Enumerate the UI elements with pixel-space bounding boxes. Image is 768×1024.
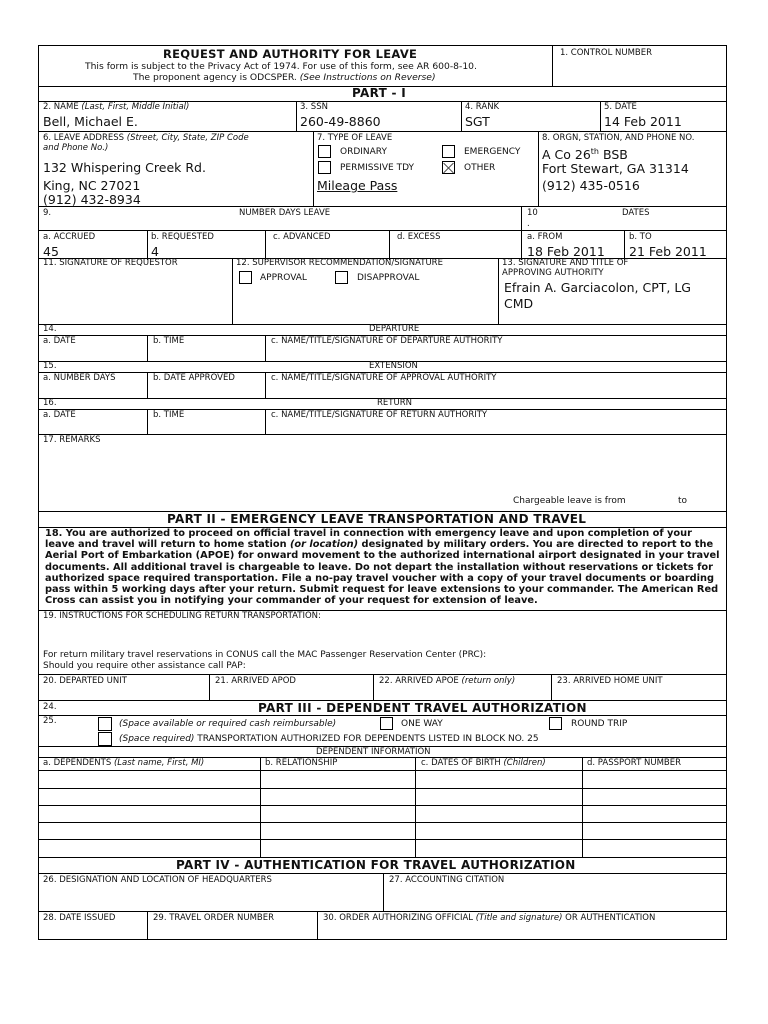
orgn-line-3[interactable]: (912) 435-0516 xyxy=(542,178,640,193)
permissive-tdy-label: PERMISSIVE TDY xyxy=(340,163,415,173)
dependent-info-title: DEPENDENT INFORMATION xyxy=(316,747,431,757)
emergency-travel-paragraph: 18. You are authorized to proceed on official travel in connection with emergency leave and upon completion of your leave and travel will return to home station (or location) designated by military orders. You are directed to report to the Aerial Port of Embarkation (APOE) for onward movement to the authorized international airport designated in your travel documents. All additional travel is chargeable to leave. Do not depart the installation without reservations or tickets for authorized space required transportation. File a no-pay travel voucher with a copy of your travel documents or boarding pass within 5 working days after your return. Submit request for leave extensions to your commander. The American Red Cross can assist you in notifying your commander of your request for extension of leave. xyxy=(45,528,720,607)
address-line-3[interactable]: (912) 432-8934 xyxy=(43,192,141,207)
departure-num: 14. xyxy=(43,324,57,334)
chargeable-leave-text: Chargeable leave is from xyxy=(513,496,626,506)
round-trip-checkbox[interactable] xyxy=(549,717,562,730)
rank-label: 4. RANK xyxy=(465,102,500,112)
days-leave-num: 9. xyxy=(43,208,52,218)
to-value[interactable]: 21 Feb 2011 xyxy=(629,244,707,259)
dates-title: DATES xyxy=(622,208,650,218)
approving-authority-label-2: APPROVING AUTHORITY xyxy=(502,268,604,278)
round-trip-label: ROUND TRIP xyxy=(571,719,628,729)
space-required-label: (Space required) TRANSPORTATION AUTHORIZED FOR DEPENDENTS LISTED IN BLOCK NO. 25 xyxy=(119,734,539,744)
from-value[interactable]: 18 Feb 2011 xyxy=(527,244,605,259)
orgn-label: 8. ORGN, STATION, AND PHONE NO. xyxy=(542,133,695,143)
space-available-label: (Space available or required cash reimbursable) xyxy=(119,719,337,729)
leave-address-label: 6. LEAVE ADDRESS (Street, City, State, ZIP Code xyxy=(43,133,249,143)
order-authorizing-official-label: 30. ORDER AUTHORIZING OFFICIAL (Title and signature) OR AUTHENTICATION xyxy=(323,913,656,923)
requested-value[interactable]: 4 xyxy=(151,244,159,259)
name-label: 2. NAME (Last, First, Middle Initial) xyxy=(43,102,190,112)
approval-checkbox[interactable] xyxy=(239,271,252,284)
pap-instruction: Should you require other assistance call PAP: xyxy=(43,661,246,671)
rank-value[interactable]: SGT xyxy=(465,114,490,129)
dates-dot: . xyxy=(527,219,530,229)
travel-order-number-label: 29. TRAVEL ORDER NUMBER xyxy=(153,913,275,923)
part3-heading: PART III - DEPENDENT TRAVEL AUTHORIZATION xyxy=(258,701,587,715)
supervisor-label: 12. SUPERVISOR RECOMMENDATION/SIGNATURE xyxy=(236,258,443,268)
dependent-row[interactable] xyxy=(39,823,726,839)
relationship-col-header: b. RELATIONSHIP xyxy=(265,758,338,768)
chargeable-to-text: to xyxy=(678,496,688,506)
headquarters-label: 26. DESIGNATION AND LOCATION OF HEADQUARTERS xyxy=(43,875,272,885)
extension-num: 15. xyxy=(43,361,57,371)
requested-label: b. REQUESTED xyxy=(151,232,214,242)
other-label: OTHER xyxy=(464,163,496,173)
accounting-citation-label: 27. ACCOUNTING CITATION xyxy=(389,875,505,885)
one-way-checkbox[interactable] xyxy=(380,717,393,730)
approving-authority-name[interactable]: Efrain A. Garciacolon, CPT, LG xyxy=(504,280,691,295)
block-25-label: 25. xyxy=(43,716,57,726)
orgn-line-2[interactable]: Fort Stewart, GA 31314 xyxy=(542,161,689,176)
date-label: 5. DATE xyxy=(604,102,637,112)
extension-title: EXTENSION xyxy=(369,361,418,371)
control-number-field[interactable] xyxy=(564,60,714,80)
accrued-value[interactable]: 45 xyxy=(43,244,59,259)
disapproval-checkbox[interactable] xyxy=(335,271,348,284)
dates-num: 10 xyxy=(527,208,538,218)
one-way-label: ONE WAY xyxy=(401,719,443,729)
from-label: a. FROM xyxy=(527,232,563,242)
dependent-row[interactable] xyxy=(39,806,726,822)
leave-form xyxy=(38,45,727,940)
approval-label: APPROVAL xyxy=(260,273,307,283)
control-number-label: 1. CONTROL NUMBER xyxy=(560,48,653,58)
requestor-signature-label: 11. SIGNATURE OF REQUESTOR xyxy=(43,258,178,268)
type-of-leave-label: 7. TYPE OF LEAVE xyxy=(317,133,393,143)
approving-authority-cmd[interactable]: CMD xyxy=(504,296,534,311)
part4-heading: PART IV - AUTHENTICATION FOR TRAVEL AUTHORIZATION xyxy=(176,858,576,872)
approving-authority-label: 13. SIGNATURE AND TITLE OF xyxy=(502,258,629,268)
return-num: 16. xyxy=(43,398,57,408)
leave-address-label-2: and Phone No.) xyxy=(43,143,109,153)
orgn-line-1[interactable]: A Co 26th BSB xyxy=(542,147,628,163)
dob-col-header: c. DATES OF BIRTH (Children) xyxy=(421,758,546,768)
other-leave-text[interactable]: Mileage Pass xyxy=(317,178,398,193)
return-time-label: b. TIME xyxy=(153,410,185,420)
disapproval-label: DISAPPROVAL xyxy=(357,273,420,283)
return-date-label: a. DATE xyxy=(43,410,76,420)
prc-instruction: For return military travel reservations in CONUS call the MAC Passenger Reservation Center (PRC): xyxy=(43,650,487,660)
form-title: REQUEST AND AUTHORITY FOR LEAVE xyxy=(163,47,418,61)
departure-authority-label: c. NAME/TITLE/SIGNATURE OF DEPARTURE AUTHORITY xyxy=(271,336,503,346)
emergency-checkbox[interactable] xyxy=(442,145,455,158)
arrived-home-unit-label: 23. ARRIVED HOME UNIT xyxy=(557,676,663,686)
return-authority-label: c. NAME/TITLE/SIGNATURE OF RETURN AUTHORITY xyxy=(271,410,488,420)
arrived-apod-label: 21. ARRIVED APOD xyxy=(215,676,296,686)
days-leave-title: NUMBER DAYS LEAVE xyxy=(239,208,331,218)
excess-label: d. EXCESS xyxy=(397,232,441,242)
departure-title: DEPARTURE xyxy=(369,324,420,334)
ssn-value[interactable]: 260-49-8860 xyxy=(300,114,381,129)
departed-unit-label: 20. DEPARTED UNIT xyxy=(43,676,127,686)
remarks-field[interactable] xyxy=(43,447,719,491)
space-required-checkbox[interactable] xyxy=(98,732,112,746)
return-instructions-label: 19. INSTRUCTIONS FOR SCHEDULING RETURN TRANSPORTATION: xyxy=(43,611,321,621)
part1-heading: PART - I xyxy=(352,86,407,100)
part2-heading: PART II - EMERGENCY LEAVE TRANSPORTATION AND TRAVEL xyxy=(167,512,587,526)
permissive-tdy-checkbox[interactable] xyxy=(318,161,331,174)
departure-date-label: a. DATE xyxy=(43,336,76,346)
address-line-2[interactable]: King, NC 27021 xyxy=(43,178,141,193)
to-label: b. TO xyxy=(629,232,652,242)
passport-col-header: d. PASSPORT NUMBER xyxy=(587,758,682,768)
space-available-checkbox[interactable] xyxy=(98,717,112,731)
dependent-row[interactable] xyxy=(39,789,726,805)
dependents-col-header: a. DEPENDENTS (Last name, First, MI) xyxy=(43,758,205,768)
extension-days-label: a. NUMBER DAYS xyxy=(43,373,116,383)
dependent-row[interactable] xyxy=(39,840,726,857)
address-line-1[interactable]: 132 Whispering Creek Rd. xyxy=(43,160,206,175)
privacy-notice: This form is subject to the Privacy Act of 1974. For use of this form, see AR 600-8-10. xyxy=(85,61,477,72)
arrived-apoe-label: 22. ARRIVED APOE (return only) xyxy=(379,676,516,686)
ordinary-checkbox[interactable] xyxy=(318,145,331,158)
departure-time-label: b. TIME xyxy=(153,336,185,346)
ordinary-label: ORDINARY xyxy=(340,147,387,157)
emergency-label: EMERGENCY xyxy=(464,147,521,157)
advanced-label: c. ADVANCED xyxy=(273,232,331,242)
extension-authority-label: c. NAME/TITLE/SIGNATURE OF APPROVAL AUTHORITY xyxy=(271,373,497,383)
proponent-notice: The proponent agency is ODCSPER. (See Instructions on Reverse) xyxy=(133,72,436,83)
extension-date-label: b. DATE APPROVED xyxy=(153,373,235,383)
accrued-label: a. ACCRUED xyxy=(43,232,96,242)
date-issued-label: 28. DATE ISSUED xyxy=(43,913,116,923)
remarks-label: 17. REMARKS xyxy=(43,435,101,445)
part3-num: 24. xyxy=(43,702,57,712)
dependent-row[interactable] xyxy=(39,771,726,788)
name-value[interactable]: Bell, Michael E. xyxy=(43,114,138,129)
ssn-label: 3. SSN xyxy=(300,102,328,112)
requestor-signature-field[interactable] xyxy=(43,270,227,320)
date-value[interactable]: 14 Feb 2011 xyxy=(604,114,682,129)
other-checkbox[interactable] xyxy=(442,161,455,174)
return-title: RETURN xyxy=(377,398,412,408)
